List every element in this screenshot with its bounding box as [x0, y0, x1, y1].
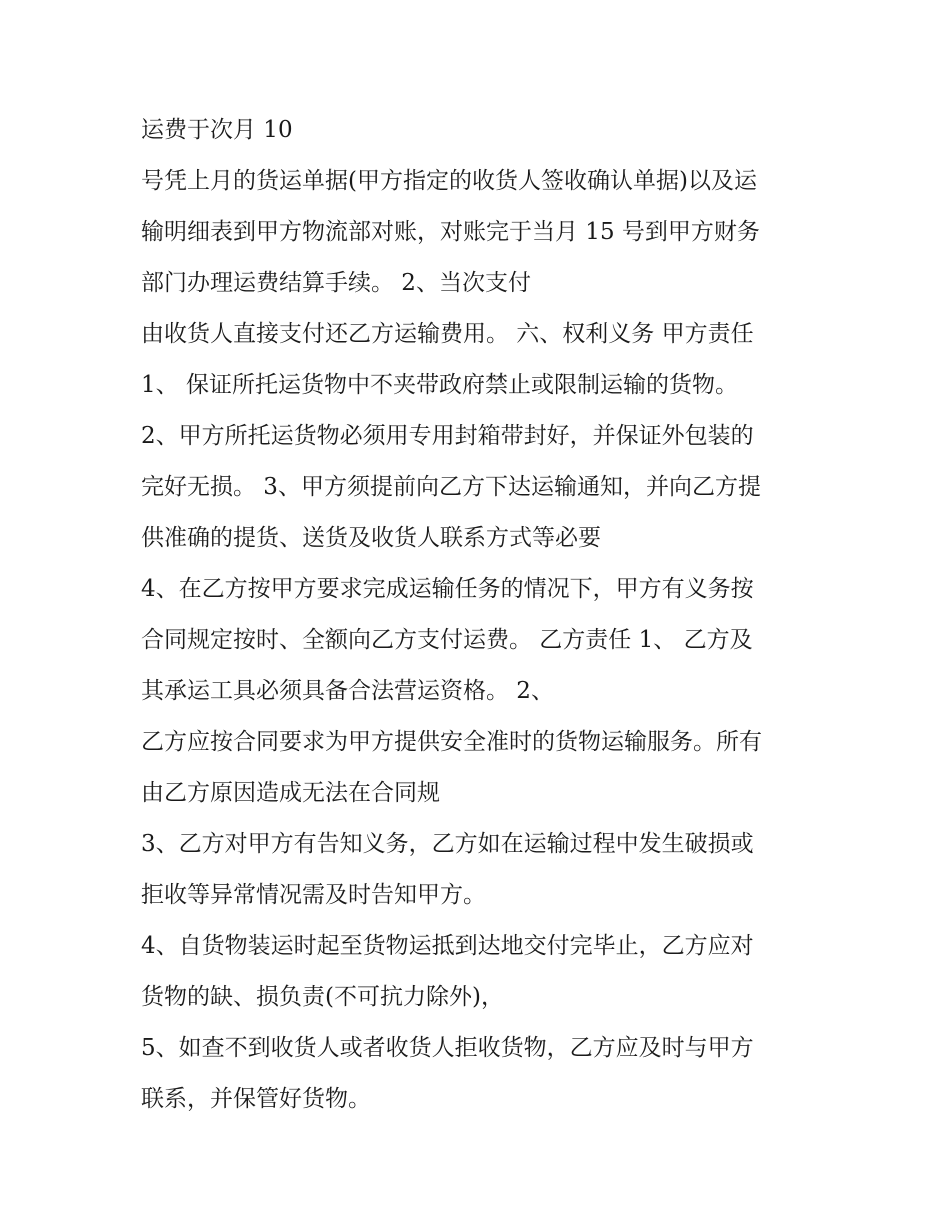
text-line: 4、自货物装运时起至货物运抵到达地交付完毕止，乙方应对: [141, 933, 754, 959]
text-line: 5、如查不到收货人或者收货人拒收货物，乙方应及时与甲方: [141, 1035, 754, 1061]
text-line: 由乙方原因造成无法在合同规: [141, 780, 440, 806]
text-line: 供准确的提货、送货及收货人联系方式等必要: [141, 525, 601, 551]
text-line: 2、甲方所托运货物必须用专用封箱带封好，并保证外包装的: [141, 423, 754, 449]
text-line: 3、乙方对甲方有告知义务，乙方如在运输过程中发生破损或: [141, 831, 754, 857]
text-line: 1、 保证所托运货物中不夹带政府禁止或限制运输的货物。: [141, 372, 738, 398]
text-line: 运费于次月 10: [141, 117, 293, 143]
text-line: 乙方应按合同要求为甲方提供安全准时的货物运输服务。所有: [141, 729, 762, 755]
document-body: [141, 105, 831, 1125]
text-line: 4、在乙方按甲方要求完成运输任务的情况下，甲方有义务按: [141, 576, 754, 602]
text-line: 号凭上月的货运单据(甲方指定的收货人签收确认单据)以及运: [141, 168, 757, 194]
text-line: 完好无损。 3、甲方须提前向乙方下达运输通知，并向乙方提: [141, 474, 761, 500]
text-line: 合同规定按时、全额向乙方支付运费。 乙方责任 1、 乙方及: [141, 627, 753, 653]
text-line: 其承运工具必须具备合法营运资格。 2、: [141, 678, 554, 704]
text-line: 拒收等异常情况需及时告知甲方。: [141, 882, 486, 908]
text-line: 由收货人直接支付还乙方运输费用。 六、权利义务 甲方责任: [141, 321, 754, 347]
text-line: 部门办理运费结算手续。 2、当次支付: [141, 270, 531, 296]
text-line: 输明细表到甲方物流部对账，对账完于当月 15 号到甲方财务: [141, 219, 760, 245]
text-line: 联系，并保管好货物。: [141, 1086, 371, 1112]
text-line: 货物的缺、损负责(不可抗力除外)，: [141, 984, 504, 1010]
